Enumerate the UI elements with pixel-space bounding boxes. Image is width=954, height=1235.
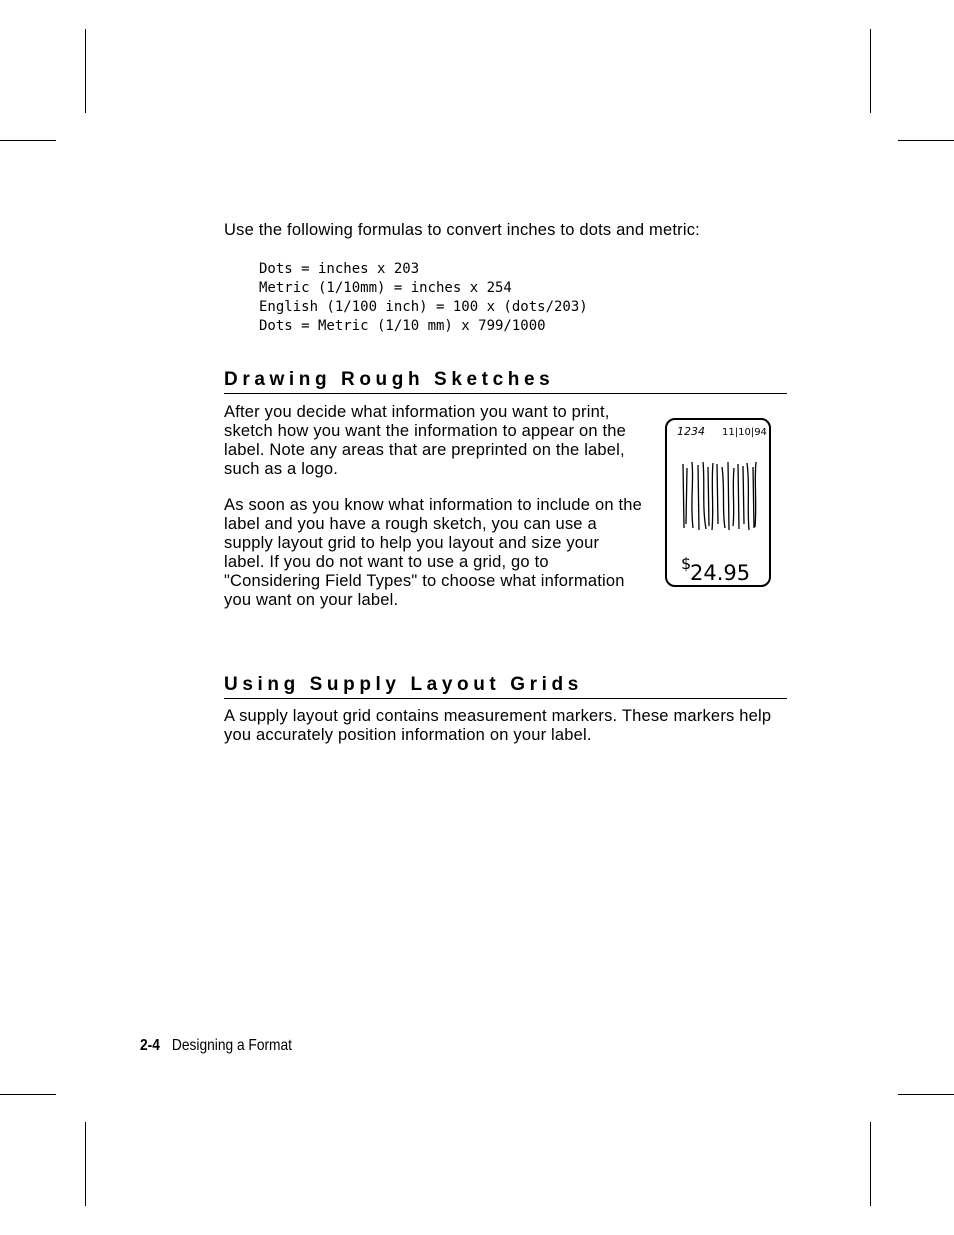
sketch-top-left-text: 1234	[677, 425, 705, 438]
section-heading-text: Drawing Rough Sketches	[224, 369, 555, 390]
section-heading-text: Using Supply Layout Grids	[224, 674, 583, 695]
formula-line: Dots = inches x 203	[259, 261, 420, 277]
sketch-currency-symbol: $	[681, 554, 692, 573]
section-heading	[224, 363, 787, 394]
crop-mark	[898, 1094, 954, 1095]
paragraph: A supply layout grid contains measurement markers. These markers help you accurately position information on your label.	[224, 707, 772, 744]
crop-mark	[0, 1094, 56, 1095]
formula-line: Dots = Metric (1/10 mm) x 799/1000	[259, 318, 546, 334]
intro-text: Use the following formulas to convert inches to dots and metric:	[224, 221, 700, 239]
section-heading	[224, 668, 787, 699]
sketch-price-text: 24.95	[690, 561, 751, 585]
formula-line: English (1/100 inch) = 100 x (dots/203)	[259, 299, 588, 315]
rough-sketch-illustration	[650, 412, 784, 598]
crop-mark	[870, 29, 871, 113]
page-footer	[140, 1037, 292, 1055]
crop-mark	[870, 1122, 871, 1206]
crop-mark	[0, 140, 56, 141]
formula-block	[259, 260, 588, 336]
chapter-title: Designing a Format	[171, 1037, 293, 1054]
formula-line: Metric (1/10mm) = inches x 254	[259, 280, 512, 296]
sketch-top-right-text: 11|10|94	[722, 427, 767, 438]
paragraph: As soon as you know what information to include on the label and you have a rough sketch, you can use a supply layout grid to help you layout and size your label. If you do not want to use a grid, go to "Considering Field Types" to choose what information you want on your label.	[224, 496, 643, 609]
crop-mark	[85, 29, 86, 113]
crop-mark	[85, 1122, 86, 1206]
page-number: 2-4	[140, 1037, 160, 1054]
crop-mark	[898, 140, 954, 141]
paragraph: After you decide what information you want to print, sketch how you want the information to appear on the label. Note any areas that are preprinted on the label, such as a logo.	[224, 403, 627, 478]
